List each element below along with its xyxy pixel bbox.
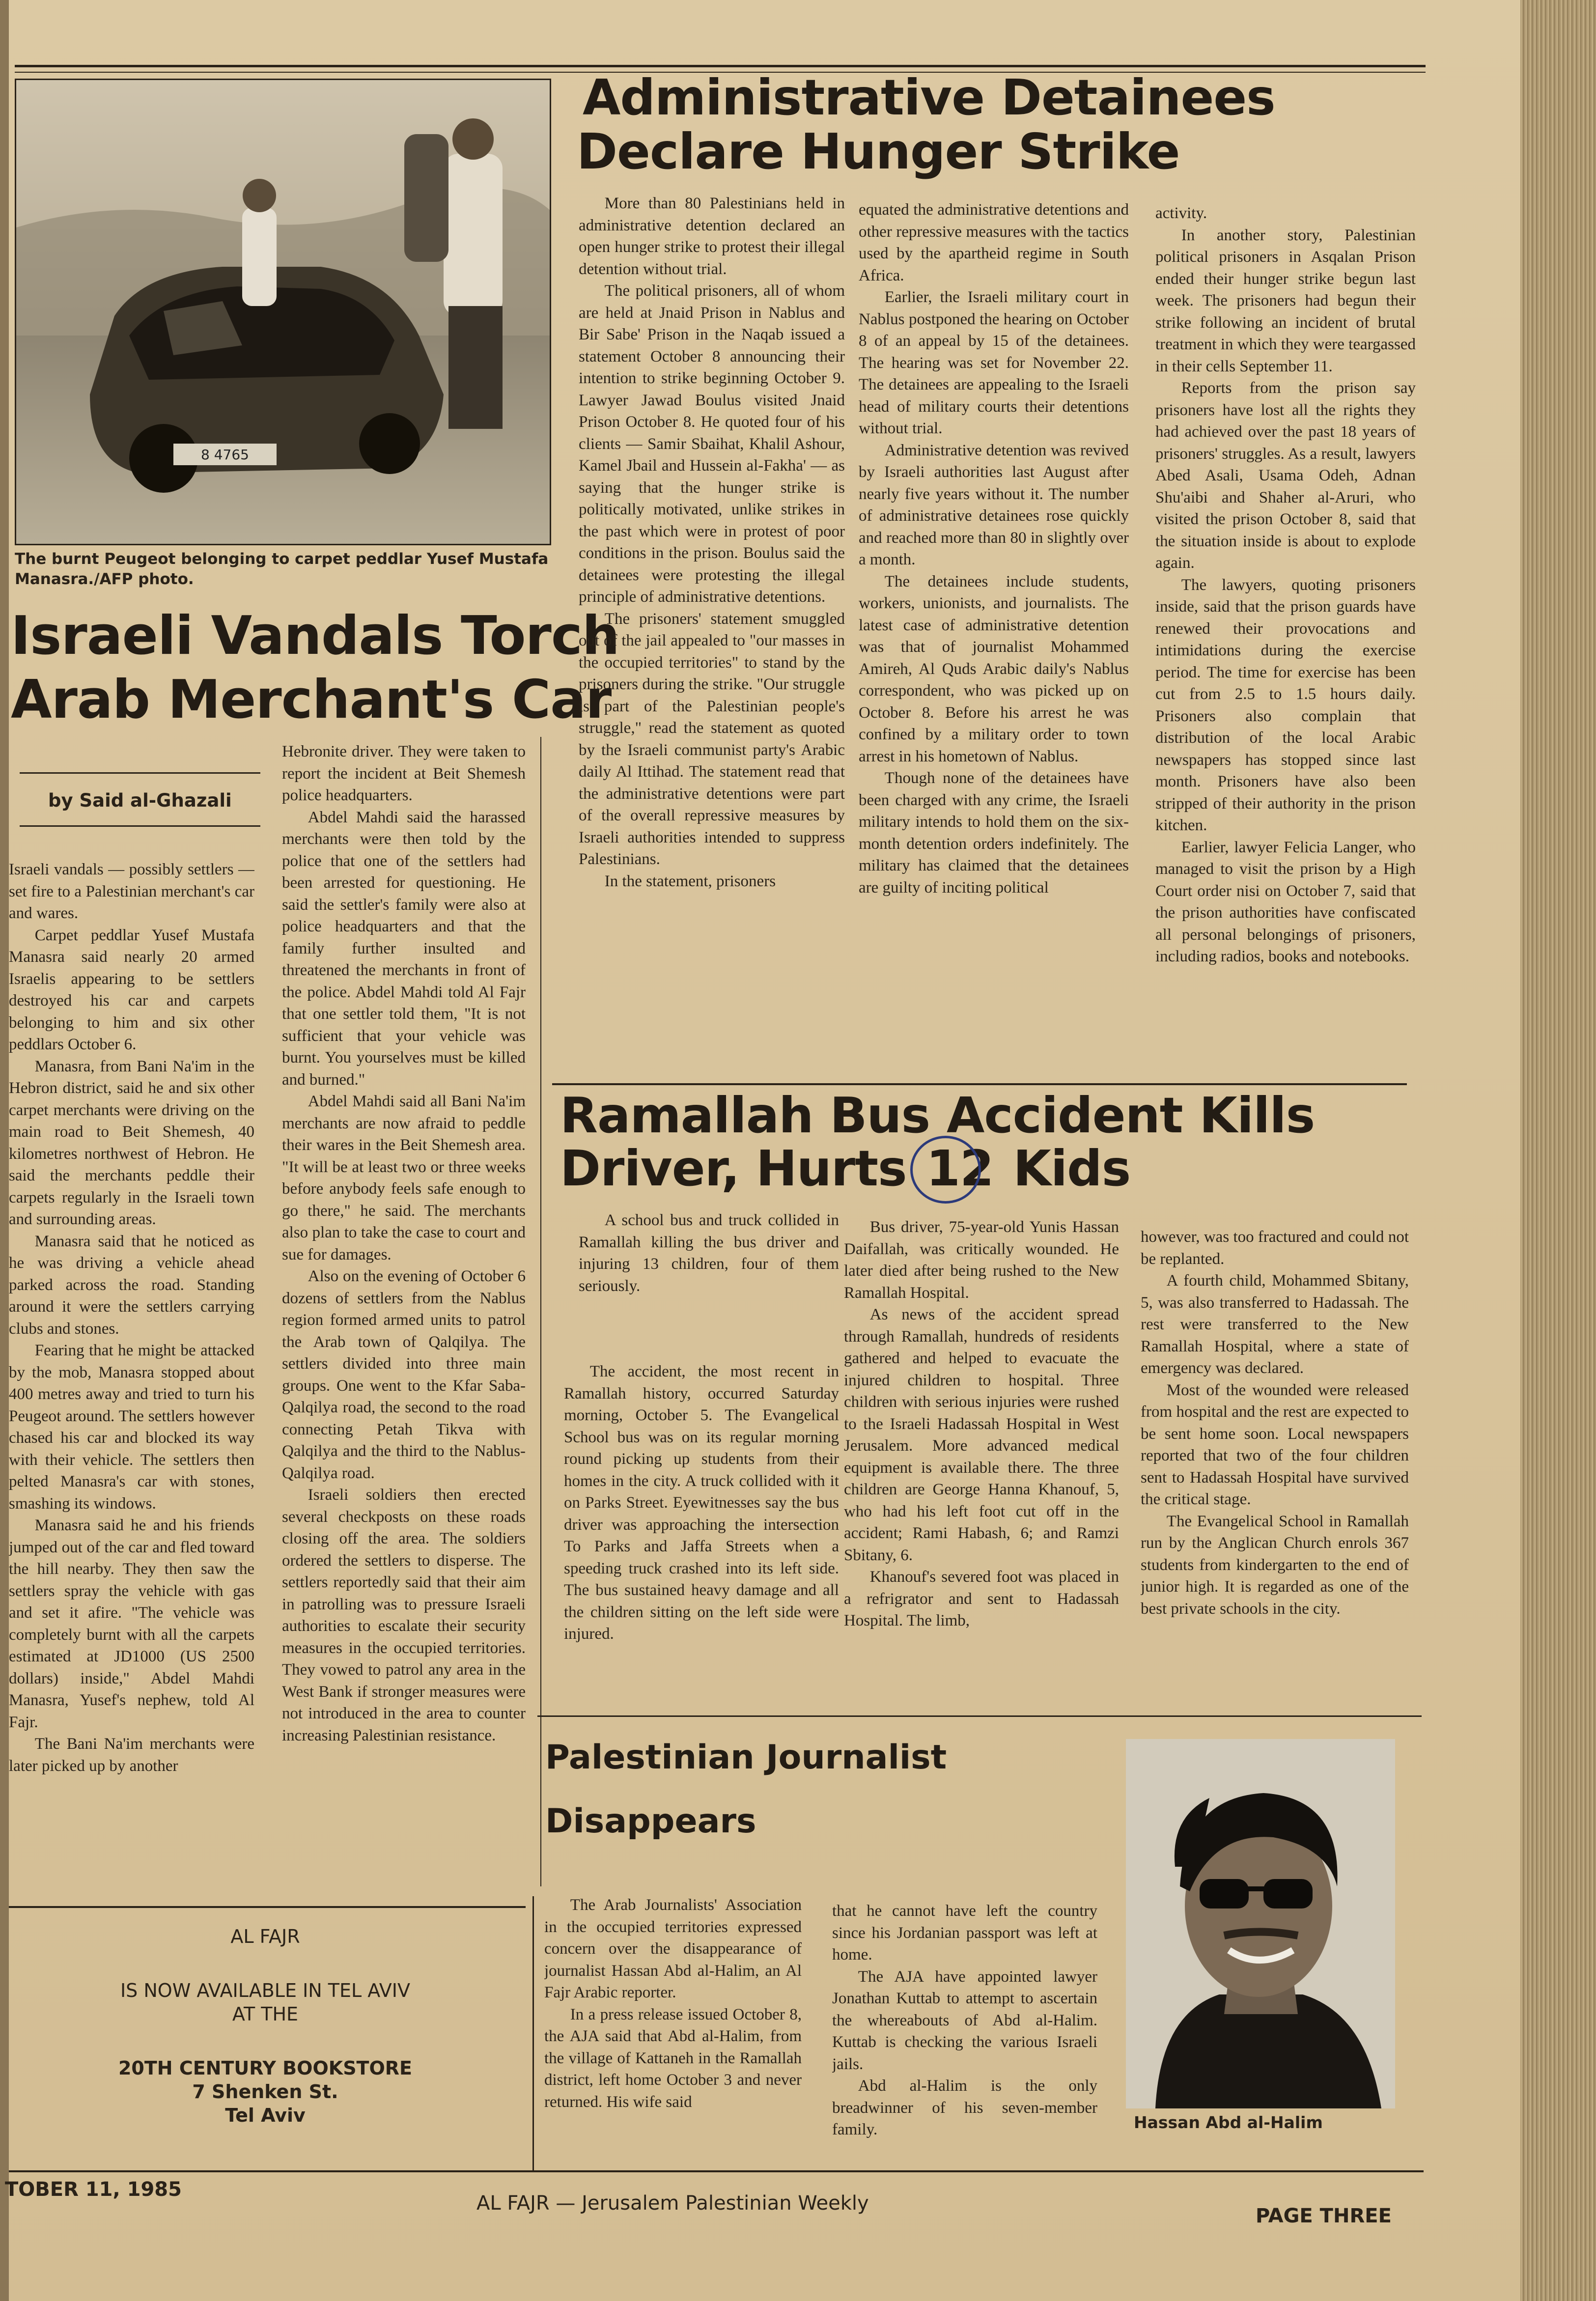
paragraph: Bus driver, 75-year-old Yunis Hassan Daifallah, was critically wounded. He later died after being rushed to the New Ramallah Hospital. — [844, 1218, 1119, 1302]
portrait-illustration — [1126, 1739, 1395, 2108]
footer-paper-name: AL FAJR — Jerusalem Palestinian Weekly — [476, 2192, 869, 2215]
left-binding-edge — [0, 0, 9, 2301]
ad-line-4: 20TH CENTURY BOOKSTORE — [118, 2057, 413, 2079]
story4-column-2 — [832, 1900, 1097, 2175]
burnt-car-photo — [15, 79, 551, 545]
paragraph: Manasra said he and his friends jumped out of the car and fled toward the hill nearby. They then saw the settlers spray the vehicle with gas and set it afire. "The vehicle was completely burnt with all the carpets estimated at JD1000 (US 2500 dollars) inside," Abdel Mahdi Manasra, Yusef's nephew, told Al Fajr. — [9, 1516, 254, 1731]
paragraph: Carpet peddlar Yusef Mustafa Manasra said nearly 20 armed Israelis appearing to be settlers destroyed his car and carpets belonging to him and six other peddlars October 6. — [9, 926, 254, 1053]
license-plate: 8 4765 — [201, 447, 249, 463]
ad-line-6: Tel Aviv — [225, 2105, 306, 2126]
story1-column-2 — [282, 741, 526, 1890]
paragraph: Earlier, the Israeli military court in Nablus postponed the hearing on October 8 of an appeal by 15 of the detainees. The hearing was set for November 22. The detainees are appealing to the Israeli head of military courts their detentions without trial. — [859, 288, 1129, 437]
pen-circle-around-12 — [910, 1136, 981, 1204]
story2-column-2 — [859, 199, 1129, 1068]
paragraph: As news of the accident spread through Ramallah, hundreds of residents gathered and helped to evacuate the injured children to hospital. Three children with serious injuries were rushed to the Israeli Hadassah Hospital in West Jerusalem. More advanced medical equipment is available there. The three children are George Hanna Khanouf, 5, who had his left foot cut off in the accident; Rami Habash, 6; and Ramzi Sbitany, 6. — [844, 1306, 1119, 1564]
paragraph: equated the administrative detentions and other repressive measures with the tactics used by the apartheid regime in South Africa. — [859, 201, 1129, 284]
byline: by Said al-Ghazali — [48, 790, 232, 811]
paragraph: The lawyers, quoting prisoners inside, said that the prison guards have renewed their provocations and intimidations during the exercise period. The time for exercise has been cut from 2.5 to 1.5 hours daily. Prisoners also complain that distribution of the local Arabic newspapers has stopped since last month. Prisoners have also been stripped of their authority in the prison kitchen. — [1155, 576, 1416, 834]
paragraph: In a press release issued October 8, the AJA said that Abd al-Halim, from the village of Kattaneh in the Ramallah district, left home October 3 and never returned. His wife said — [544, 2005, 802, 2111]
paragraph: A school bus and truck collided in Ramallah killing the bus driver and injuring 13 children, four of them seriously. — [579, 1211, 839, 1295]
paragraph: Reports from the prison say prisoners have lost all the rights they had achieved over the past 18 years of prisoners' struggles. As a result, lawyers Abed Asali, Usama Odeh, Adnan Shu'aibi and Shaher al-Aruri, who visited the prison October 8, said that the situation inside is about to explode again. — [1155, 379, 1416, 572]
paragraph: The Arab Journalists' Association in the occupied territories expressed concern over the disappearance of journalist Hassan Abd al-Halim, an Al Fajr Arabic reporter. — [544, 1896, 802, 2001]
byline-rule-bottom — [20, 825, 260, 827]
ad-line-2: IS NOW AVAILABLE IN TEL AVIV — [120, 1980, 411, 2001]
story3-column-3 — [1141, 1226, 1409, 1712]
headline-number-12: 12 — [926, 1140, 994, 1197]
story3-column-2 — [844, 1216, 1119, 1703]
top-rule — [15, 65, 1426, 67]
burnt-car-illustration — [16, 80, 551, 545]
paragraph: Most of the wounded were released from hospital and the rest are expected to be sent home soon. Local newspapers reported that two of the four children sent to Hadassah Hospital have survived the critical stage. — [1141, 1381, 1409, 1508]
vertical-rule-main — [532, 1896, 534, 2171]
paragraph: The accident, the most recent in Ramallah history, occurred Saturday morning, October 5. The Evangelical School bus was on its regular morning round picking up students from their homes in the city. A truck collided with it on Parks Street. Eyewitnesses say the bus driver was approaching the intersection To Parks and Jaffa Streets when a speeding truck crashed into its left side. The bus sustained heavy damage and all the children sitting on the left side were injured. — [564, 1363, 839, 1643]
paragraph: In the statement, prisoners — [604, 872, 776, 890]
paragraph: The AJA have appointed lawyer Jonathan Kuttab to attempt to ascertain the whereabouts of Abd al-Halim. Kuttab is checking the various Israeli jails. — [832, 1967, 1097, 2073]
ad-line-5: 7 Shenken St. — [192, 2081, 338, 2103]
paragraph: The political prisoners, all of whom are held at Jnaid Prison in Nablus and Bir Sabe' Prison in the Naqab issued a statement October 8 announcing their intention to strike beginning October 9. Lawyer Jawad Boulus visited Jnaid Prison October 8. He quoted four of his clients — Samir Sbaihat, Khalil Ashour, Kamel Jbail and Hussein al-Fakha' — as saying that the hunger strike is politically motivated, unlike strikes in the past which were in protest of poor conditions in the prison. Boulus said the detainees were protesting the illegal principle of administrative detentions. — [579, 282, 845, 606]
paragraph: activity. — [1155, 204, 1207, 222]
paragraph: Israeli vandals — possibly settlers — set fire to a Palestinian merchant's car and wares. — [9, 861, 254, 922]
paragraph: Also on the evening of October 6 dozens of settlers from the Nablus region formed armed units to patrol the Arab town of Qalqilya. The settlers divided into three main groups. One went to the Kfar Saba-Qalqilya road, the second to the road connecting Petah Tikva with Qalqilya and the third to the Nablus-Qalqilya road. — [282, 1267, 526, 1482]
ad-al-fajr-tel-aviv — [20, 1925, 511, 2127]
bound-volume-page-edges — [1520, 0, 1596, 2301]
headline-journalist-line1: Palestinian Journalist — [545, 1738, 947, 1777]
headline-ramallah-bus-line2-part2: Kids — [1013, 1140, 1131, 1197]
story3-column-1b — [564, 1361, 839, 1700]
headline-ramallah-bus-line2 — [560, 1140, 1130, 1197]
paragraph: The Bani Na'im merchants were later picked up by another — [9, 1735, 254, 1775]
photo-caption-hassan: Hassan Abd al-Halim — [1134, 2113, 1323, 2132]
paragraph: Abd al-Halim is the only breadwinner of his seven-member family. — [832, 2077, 1097, 2138]
footer-date: TOBER 11, 1985 — [5, 2178, 182, 2201]
headline-ramallah-bus-line2-part1: Driver, Hurts — [560, 1140, 907, 1197]
byline-rule-top — [20, 772, 260, 774]
paragraph: Earlier, lawyer Felicia Langer, who managed to visit the prison by a High Court order nisi on October 7, said that the prison authorities have confiscated all personal belongings of prisoners, including radios, books and notebooks. — [1155, 838, 1416, 965]
paragraph: Abdel Mahdi said the harassed merchants were then told by the police that one of the settlers had been arrested for questioning. He said the settler's family were also at police headquarters and that the family further insulted and threatened the merchants in front of the police. Abdel Mahdi told Al Fajr that one settler told them, "It is not sufficient that your vehicle was burnt. You yourselves must be killed and burned." — [282, 808, 526, 1089]
paragraph: The prisoners' statement smuggled out of the jail appealed to "our masses in the occupied territories" to stand by the prisoners during the strike. "Our struggle is part of the Palestinian people's struggle," read the statement as quoted by the Israeli communist party's Arabic daily Al Ittihad. The statement read that the administrative detentions were part of the overall repressive measures by Israeli authorities intended to suppress Palestinians. — [579, 610, 845, 868]
ad-line-1: AL FAJR — [230, 1926, 300, 1947]
hassan-abd-al-halim-photo — [1126, 1739, 1395, 2108]
paragraph: The detainees include students, workers, unionists, and journalists. The latest case of administrative detention was that of journalist Mohammed Amireh, Al Quds Arabic daily's Nablus correspondent, who was picked up on October 8. Before his arrest he was confined by a military order to town arrest in his hometown of Nablus. — [859, 572, 1129, 765]
ad-line-3: AT THE — [232, 2003, 299, 2025]
headline-ramallah-bus-line1: Ramallah Bus Accident Kills — [560, 1087, 1315, 1144]
vertical-rule-left-section — [540, 737, 541, 1886]
headline-administrative-detainees-line1: Administrative Detainees — [583, 69, 1275, 126]
paragraph: In another story, Palestinian political prisoners in Asqalan Prison ended their hunger strike begun last week. The prisoners had begun their strike following an incident of brutal treatment in which they were teargassed in their cells September 11. — [1155, 226, 1416, 375]
paragraph: however, was too fractured and could not be replanted. — [1141, 1228, 1409, 1268]
paragraph: Hebronite driver. They were taken to report the incident at Beit Shemesh police headquarters. — [282, 743, 526, 804]
headline-israeli-vandals-line2: Arab Merchant's Car — [11, 669, 612, 730]
section-rule-journalist — [537, 1715, 1422, 1717]
story2-column-3 — [1155, 202, 1416, 1072]
paragraph: Khanouf's severed foot was placed in a refrigrator and sent to Hadassah Hospital. The limb, — [844, 1568, 1119, 1629]
story4-column-1 — [544, 1894, 802, 2169]
paragraph: The Evangelical School in Ramallah run by the Anglican Church enrols 367 students from kindergarten to the end of junior high. It is regarded as one of the best private schools in the city. — [1141, 1512, 1409, 1618]
paragraph: Fearing that he might be attacked by the mob, Manasra stopped about 400 metres away and tried to turn his Peugeot around. The settlers however chased his car and blocked its way with their vehicle. The settlers then pelted Manasra's car with stones, smashing its windows. — [9, 1342, 254, 1513]
paragraph: that he cannot have left the country since his Jordanian passport was left at home. — [832, 1902, 1097, 1964]
headline-administrative-detainees-line2: Declare Hunger Strike — [577, 123, 1180, 180]
paragraph: Though none of the detainees have been charged with any crime, the Israeli military intends to hold them on the six-month detention orders indefinitely. The military has claimed that the detainees are guilty of inciting political — [859, 769, 1129, 897]
paragraph: Manasra, from Bani Na'im in the Hebron district, said he and six other carpet merchants were driving on the main road to Beit Shemesh, 40 kilometres northwest of Hebron. He said the merchants peddle their carpets regularly in the Israeli town and surrounding areas. — [9, 1057, 254, 1228]
story3-column-1a — [579, 1209, 839, 1303]
paragraph: Manasra said that he noticed as he was driving a vehicle ahead parked across the road. Standing around it were the settlers carrying clubs and stones. — [9, 1232, 254, 1338]
paragraph: A fourth child, Mohammed Sbitany, 5, was also transferred to Hadassah. The rest were transferred to the New Ramallah Hospital, where a state of emergency was declared. — [1141, 1272, 1409, 1377]
footer-page-number: PAGE THREE — [1256, 2205, 1392, 2227]
story2-column-1 — [579, 193, 845, 1067]
paragraph: More than 80 Palestinians held in administrative detention declared an open hunger strike to protest their illegal detention without trial. — [579, 195, 845, 278]
footer-rule — [9, 2170, 1424, 2172]
paragraph: Abdel Mahdi said all Bani Na'im merchants are now afraid to peddle their wares in the Beit Shemesh area. "It will be at least two or three weeks before anybody feels safe enough to go there," he said. The merchants also plan to take the case to court and sue for damages. — [282, 1093, 526, 1263]
story1-column-1 — [9, 859, 254, 1895]
paragraph: Administrative detention was revived by Israeli authorities last August after nearly five years without it. The number of administrative detainees rose quickly and reached more than 80 in slightly over a month. — [859, 441, 1129, 568]
section-rule-bus — [552, 1083, 1407, 1085]
headline-journalist-line2: Disappears — [545, 1802, 756, 1841]
photo-caption-burnt-car: The burnt Peugeot belonging to carpet peddlar Yusef Mustafa Manasra./AFP photo. — [15, 550, 549, 588]
ad-rule-top — [9, 1906, 526, 1908]
headline-israeli-vandals-line1: Israeli Vandals Torch — [11, 605, 619, 667]
paragraph: Israeli soldiers then erected several checkposts on these roads closing off the area. The soldiers ordered the settlers to disperse. The settlers reportedly said that their aim in patrolling was to pressure Israeli authorities to escalate their security measures in the occupied territories. They vowed to patrol any area in the West Bank if stronger measures were not introduced in the area to counter increasing Palestinian resistance. — [282, 1486, 526, 1744]
